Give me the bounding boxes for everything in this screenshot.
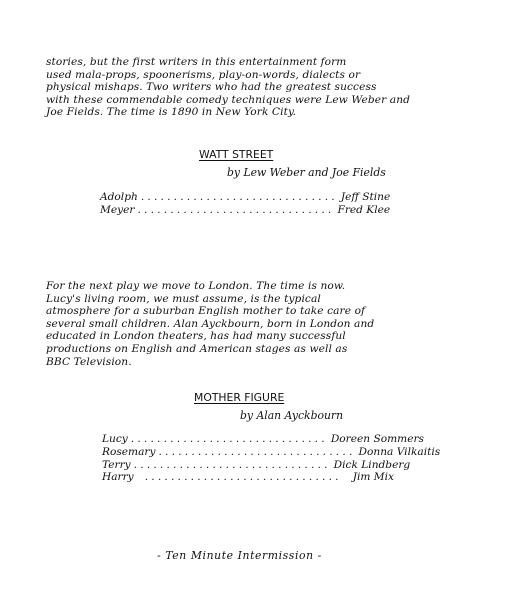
leader-dots: .............................. xyxy=(158,445,356,458)
intermission-note xyxy=(0,549,509,562)
cast-actor: Jim Mix xyxy=(352,471,394,484)
cast-actor: Donna Vilkaitis xyxy=(358,445,441,458)
transition-line: atmosphere for a suburban English mother to take care of xyxy=(46,305,366,318)
cast-role: Terry xyxy=(102,458,131,471)
leader-dots: .............................. xyxy=(133,458,331,471)
cast-role: Adolph xyxy=(100,191,138,203)
transition-line: For the next play we move to London. The time is now. xyxy=(46,280,346,292)
play2-title: MOTHER FIGURE xyxy=(194,391,285,404)
transition-line: BBC Television. xyxy=(46,355,132,368)
leader-dots: .............................. xyxy=(144,471,342,484)
intermission-text: - Ten Minute Intermission - xyxy=(157,549,322,562)
intro-paragraph xyxy=(46,56,426,119)
transition-line: Lucy's living room, we must assume, is the typical xyxy=(46,292,321,305)
cast-row xyxy=(100,203,391,217)
play1-byline: by Lew Weber and Joe Fields xyxy=(227,166,386,179)
transition-line: productions on English and American stages as well as xyxy=(46,342,348,355)
intro-line: physical mishaps. Two writers who had the greatest success xyxy=(46,81,377,94)
transition-paragraph xyxy=(46,280,426,368)
cast-role: Rosemary xyxy=(102,445,156,458)
intro-line: Joe Fields. The time is 1890 in New York City. xyxy=(46,106,297,119)
cast-row xyxy=(102,458,411,472)
intro-line: stories, but the first writers in this entertainment form xyxy=(46,56,347,68)
transition-line: several small children. Alan Ayckbourn, born in London and xyxy=(46,317,375,330)
play2-cast-list xyxy=(102,433,441,484)
play1-title: WATT STREET xyxy=(199,148,274,161)
cast-row xyxy=(102,471,394,484)
cast-actor: Fred Klee xyxy=(337,203,391,216)
cast-row xyxy=(102,445,441,459)
leader-dots: .............................. xyxy=(130,433,328,445)
cast-role: Meyer xyxy=(100,203,135,216)
cast-actor: Jeff Stine xyxy=(340,191,391,203)
cast-role: Harry xyxy=(102,471,134,484)
cast-row xyxy=(102,433,424,446)
intro-line: used mala-props, spoonerisms, play-on-words, dialects or xyxy=(46,68,361,81)
transition-line: educated in London theaters, has had many successful xyxy=(46,330,346,343)
leader-dots: .............................. xyxy=(140,191,338,203)
play2-byline: by Alan Ayckbourn xyxy=(240,409,344,422)
cast-actor: Dick Lindberg xyxy=(333,458,411,471)
cast-actor: Doreen Sommers xyxy=(330,433,424,445)
leader-dots: .............................. xyxy=(137,203,335,216)
intro-line: with these commendable comedy techniques were Lew Weber and xyxy=(46,93,411,106)
cast-row xyxy=(100,191,391,204)
play1-cast-list xyxy=(100,191,391,217)
cast-role: Lucy xyxy=(102,433,128,445)
